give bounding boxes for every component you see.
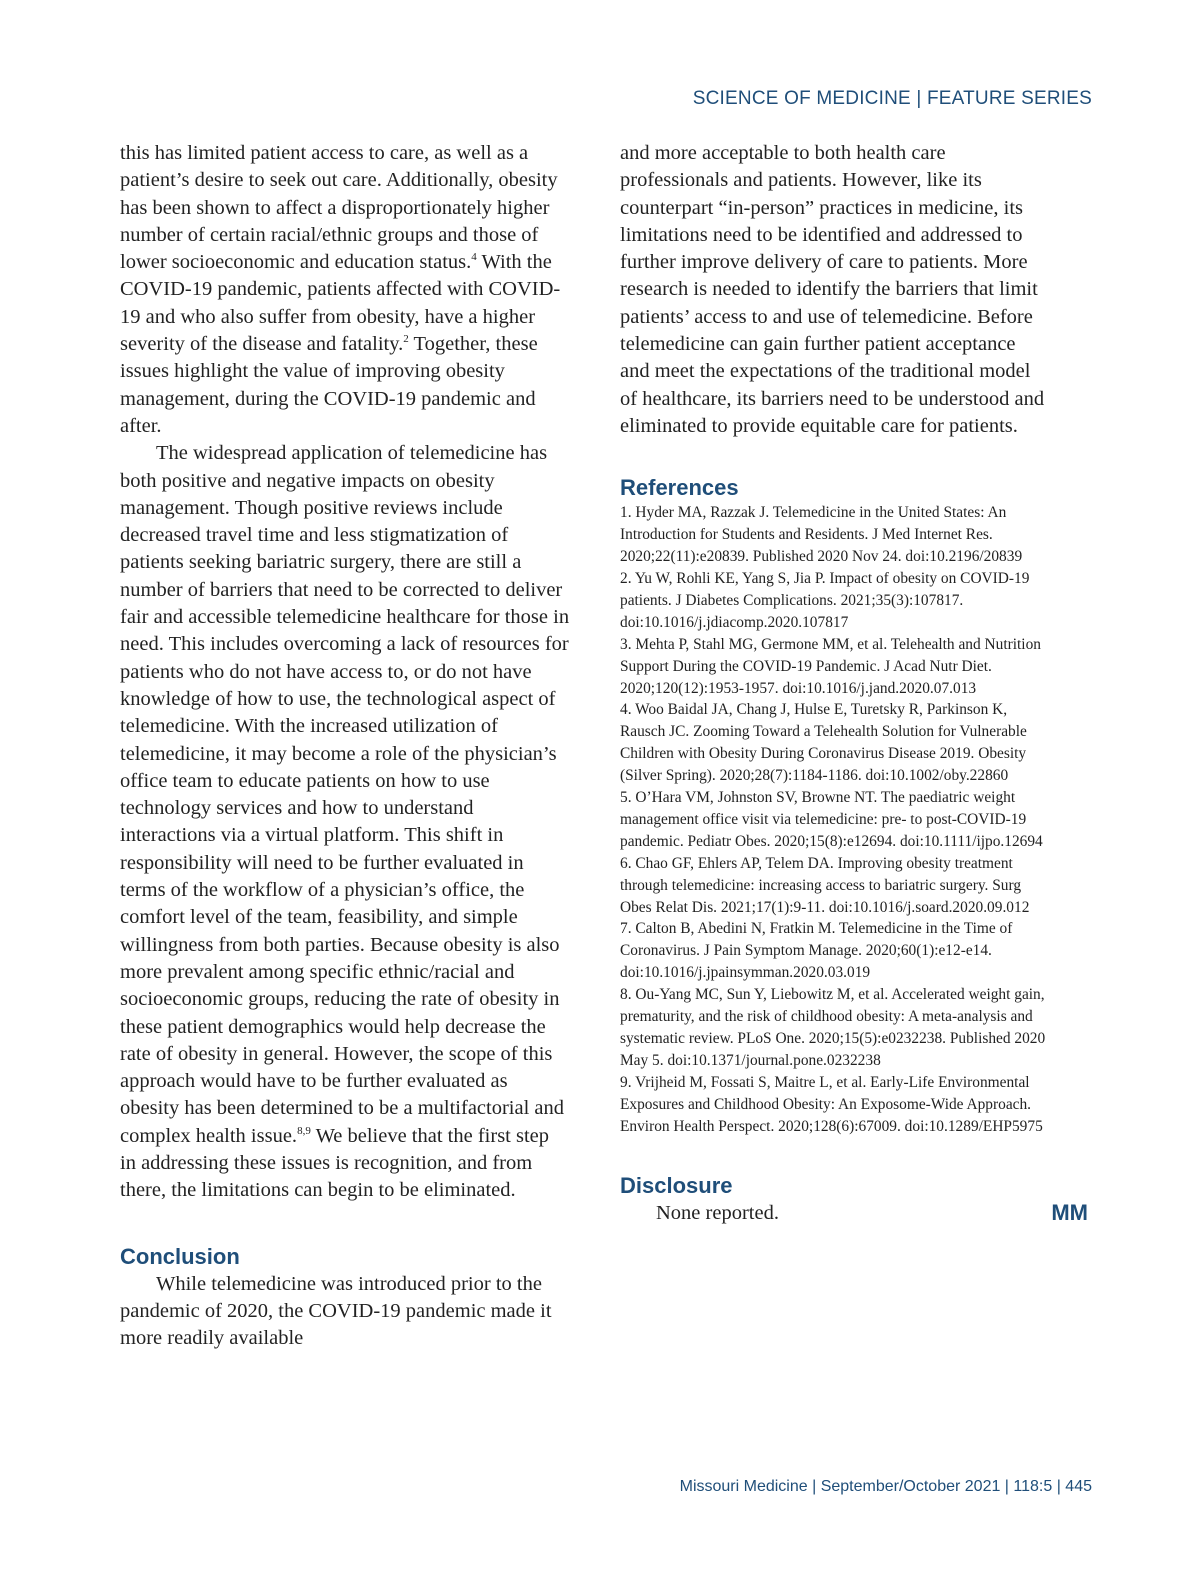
conclusion-heading: Conclusion [120,1243,240,1269]
reference-item: 9. Vrijheid M, Fossati S, Maitre L, et al. Early-Life Environmental Exposures and Childhood Obesity: An Exposome-Wide Approach. Environ Health Perspect. 2020;128(6):67009. doi:10.1289/EHP5975 [620,1073,1043,1135]
page-footer: Missouri Medicine | September/October 2021 | 118:5 | 445 [679,1478,1092,1495]
running-header: SCIENCE OF MEDICINE | FEATURE SERIES [692,88,1092,109]
reference-item: 3. Mehta P, Stahl MG, Germone MM, et al. Telehealth and Nutrition Support During the COVID-19 Pandemic. J Acad Nutr Diet. 2020;120(12):1953-1957. doi:10.1016/j.jand.2020.07.013 [620,635,1041,697]
citation-superscript: 4 [471,251,477,264]
reference-item: 2. Yu W, Rohli KE, Yang S, Jia P. Impact of obesity on COVID-19 patients. J Diabetes Complications. 2021;35(3):107817. doi:10.1016/j.jdiacomp.2020.107817 [620,569,1030,631]
text-run: The widespread application of telemedicine has both positive and negative impacts on obesity management. Though positive reviews include decreased travel time and less stigmatization of patients seeking bariatric surgery, there are still a number of barriers that need to be corrected to deliver fair and accessible telemedicine healthcare for those in need. This includes overcoming a lack of resources for patients who do not have access to, or do not have knowledge of how to use, the technological aspect of telemedicine. With the increased utilization of telemedicine, it may become a role of the physician’s office team to educate patients on how to use technology services and how to understand interactions via a virtual platform. This shift in responsibility will need to be further evaluated in terms of the workflow of a physician’s office, the comfort level of the team, feasibility, and simple willingness from both parties. Because obesity is also more prevalent among specific ethnic/racial and socioeconomic groups, reducing the rate of obesity in these patient demographics would help decrease the rate of obesity in general. However, the scope of this approach would have to be further evaluated as obesity has been determined to be a multifactorial and complex health issue. [120,442,570,1147]
text-run: this has limited patient access to care, as well as a patient’s desire to seek out care. Additionally, obesity has been shown to affect a disproportionately higher number of certain racial/ethnic groups and those of lower socioeconomic and education status. [120,142,558,274]
citation-superscript: 2 [403,333,409,346]
right-column [620,140,1088,1230]
body-paragraph: and more acceptable to both health care professionals and patients. However, like its counterpart “in-person” practices in medicine, its limitations need to be identified and addressed to further improve delivery of care to patients. More research is needed to identify the barriers that limit patients’ access to and use of telemedicine. Before telemedicine can gain further patient acceptance and meet the expectations of the traditional model of healthcare, its barriers need to be understood and eliminated to provide equitable care for patients. [620,142,1045,437]
reference-item: 4. Woo Baidal JA, Chang J, Hulse E, Turetsky R, Parkinson K, Rausch JC. Zooming Toward a Telehealth Solution for Vulnerable Children with Obesity During Coronavirus Disease 2019. Obesity (Silver Spring). 2020;28(7):1184-1186. doi:10.1002/oby.22860 [620,701,1027,785]
reference-item: 8. Ou-Yang MC, Sun Y, Liebowitz M, et al. Accelerated weight gain, prematurity, and the risk of childhood obesity: A meta-analysis and systematic review. PLoS One. 2020;15(5):e0232238. Published 2020 May 5. doi:10.1371/journal.pone.0232238 [620,986,1046,1069]
text-run: With the COVID-19 pandemic, patients affected with COVID-19 and who also suffer from obesity, have a higher severity of the disease and fatality. [120,251,561,356]
end-mark-logo: MM [1051,1199,1088,1225]
text-run: We believe that the first step in addressing these issues is recognition, and from there, the limitations can begin to be eliminated. [120,1124,550,1202]
reference-item: 6. Chao GF, Ehlers AP, Telem DA. Improving obesity treatment through telemedicine: increasing access to bariatric surgery. Surg Obes Relat Dis. 2021;17(1):9-11. doi:10.1016/j.soard.2020.09.012 [620,854,1030,916]
disclosure-row [620,1199,1088,1230]
citation-superscript: 8,9 [297,1124,311,1137]
references-list [620,502,1050,1137]
disclosure-text: None reported. [656,1201,779,1224]
references-heading: References [620,475,739,501]
conclusion-paragraph: While telemedicine was introduced prior to the pandemic of 2020, the COVID-19 pandemic made it more readily available [120,1272,552,1350]
reference-item: 1. Hyder MA, Razzak J. Telemedicine in the United States: An Introduction for Students and Residents. J Med Internet Res. 2020;22(11):e20839. Published 2020 Nov 24. doi:10.2196/20839 [620,504,1023,566]
disclosure-heading: Disclosure [620,1172,733,1198]
text-run: Together, these issues highlight the value of improving obesity management, during the COVID-19 pandemic and after. [120,333,538,437]
reference-item: 7. Calton B, Abedini N, Fratkin M. Telemedicine in the Time of Coronavirus. J Pain Symptom Manage. 2020;60(1):e12-e14. doi:10.1016/j.jpainsymman.2020.03.019 [620,920,1013,982]
body-paragraph [120,140,570,440]
body-paragraph [120,440,570,1204]
left-column [120,140,570,1352]
reference-item: 5. O’Hara VM, Johnston SV, Browne NT. The paediatric weight management office visit via telemedicine: pre- to post-COVID-19 pandemic. Pediatr Obes. 2020;15(8):e12694. doi:10.1111/ijpo.12694 [620,789,1043,850]
